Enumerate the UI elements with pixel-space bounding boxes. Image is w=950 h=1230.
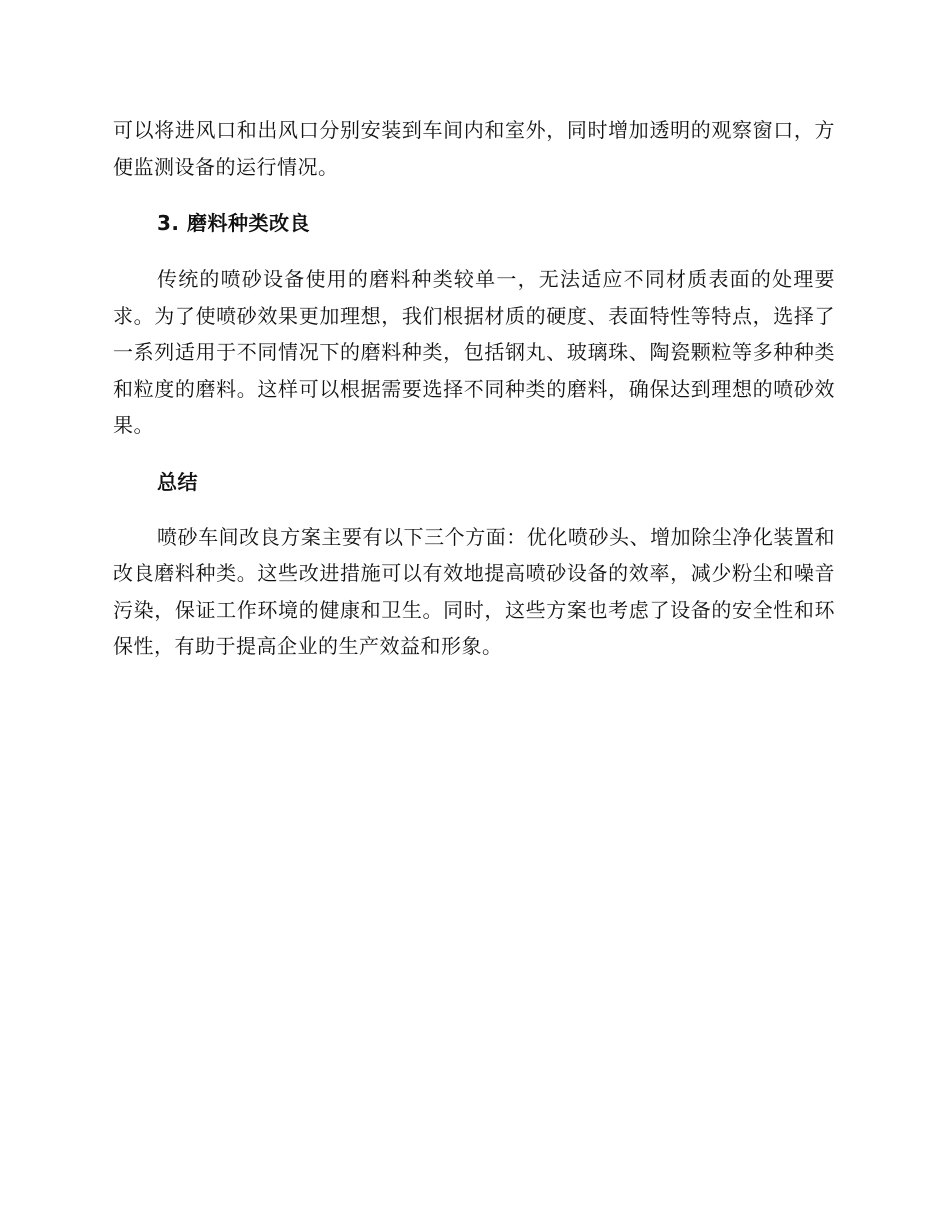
section-heading-abrasive-improvement: 3. 磨料种类改良 bbox=[157, 211, 310, 235]
section-heading-summary: 总结 bbox=[157, 469, 198, 494]
continued-paragraph: 可以将进风口和出风口分别安装到车间内和室外，同时增加透明的观察窗口，方便监测设备的运行情况。 bbox=[113, 118, 835, 179]
section-paragraph-abrasive-improvement: 传统的喷砂设备使用的磨料种类较单一，无法适应不同材质表面的处理要求。为了使喷砂效果更加理想，我们根据材质的硬度、表面特性等特点，选择了一系列适用于不同情况下的磨料种类，包括钢丸、玻璃珠、陶瓷颗粒等多种种类和粒度的磨料。这样可以根据需要选择不同种类的磨料，确保达到理想的喷砂效果。 bbox=[113, 267, 835, 437]
document-body bbox=[113, 112, 835, 665]
section-paragraph-summary: 喷砂车间改良方案主要有以下三个方面：优化喷砂头、增加除尘净化装置和改良磨料种类。这些改进措施可以有效地提高喷砂设备的效率，减少粉尘和噪音污染，保证工作环境的健康和卫生。同时，这些方案也考虑了设备的安全性和环保性，有助于提高企业的生产效益和形象。 bbox=[113, 524, 835, 658]
